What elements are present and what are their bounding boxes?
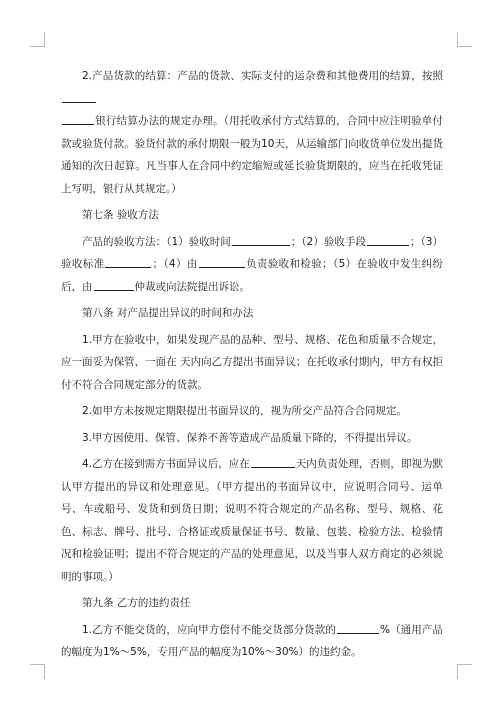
clause8-item1: 1.甲方在验收中，如果发现产品的品种、型号、规格、花色和质量不合规定，应一面妥为保管，一面在 天内向乙方提出书面异议；在托收承付期内，甲方有权拒付不符合合同规定部分的货款。 (61, 333, 443, 391)
clause9-item1 (61, 619, 443, 664)
clause8-item4 (61, 453, 443, 588)
clause8-item4-text-cont: 天内负责处理，否则，即视为默认甲方提出的异议和处理意见。（甲方提出的书面异议中，应说明合同号、运单号、车或船号、发货和到货日期；说明不符合规定的产品名称、型号、规格、花色、标志、牌号、批号、合格证或质量保证书号、数量、包装、检验方法、检验情况和检验证明；提出不符合规定的产品的处理意见，以及当事人双方商定的必须说明的事项。） (61, 458, 443, 583)
clause8-item4-text: 4.乙方在接到需方书面异议后，应在 (82, 458, 250, 470)
blank-field (367, 234, 409, 246)
crop-mark-bottom-left (30, 664, 45, 679)
clause7-text: 仲裁或向法院提出诉讼。 (134, 280, 250, 293)
blank-field (251, 456, 295, 468)
blank-field (105, 256, 151, 268)
blank-field (199, 256, 245, 268)
clause7-text: 产品的验收方法：（1）验收时间 (82, 235, 231, 248)
clause7-text: ；（3）验收标准 (61, 235, 443, 270)
blank-field (337, 622, 379, 634)
crop-mark-top-left (30, 32, 45, 47)
crop-mark-top-right (457, 32, 472, 47)
clause6-item2 (61, 65, 443, 200)
clause7-body (61, 231, 443, 299)
clause9-item1-text-cont: %（通用产品的幅度为1%～5%，专用产品的幅度为10%～30%）的违约金。 (61, 623, 443, 658)
blank-field (232, 234, 290, 246)
clause7-text: 负责验收和检验；（5）在验收中发生纠纷后，由 (61, 258, 444, 293)
clause6-item2-text-cont: 银行结算办法的规定办理。（用托收承付方式结算的，合同中应注明验单付款或验货付款。验货付款的承付期限一般为10天，从运输部门向收货单位发出提货通知的次日起算。凡当事人在合同中约定缩短或延长验货期限的，应当在托收凭证上写明，银行从其规定。） (61, 115, 443, 195)
clause9-item1-text: 1.乙方不能交货的，应向甲方偿付不能交货部分货款的 (82, 623, 336, 636)
blank-field (62, 91, 96, 103)
clause7-title: 第七条 验收方法 (82, 209, 159, 221)
blank-field (62, 113, 94, 125)
crop-mark-bottom-right (457, 664, 472, 679)
clause9-title: 第九条 乙方的违约责任 (82, 597, 191, 609)
clause8-item2: 2.如甲方未按规定期限提出书面异议的，视为所交产品符合合同规定。 (82, 405, 408, 417)
clause7-text: ；（2）验收手段 (290, 235, 366, 248)
clause8-item3: 3.甲方因使用、保管、保养不善等造成产品质量下降的，不得提出异议。 (82, 431, 418, 444)
clause6-item2-text: 2.产品货款的结算：产品的货款、实际支付的运杂费和其他费用的结算，按照 (82, 70, 443, 82)
document-body (61, 65, 443, 664)
clause7-text: ；（4）由 (152, 258, 198, 270)
clause8-title: 第八条 对产品提出异议的时间和办法 (82, 307, 254, 319)
blank-field (94, 279, 134, 291)
